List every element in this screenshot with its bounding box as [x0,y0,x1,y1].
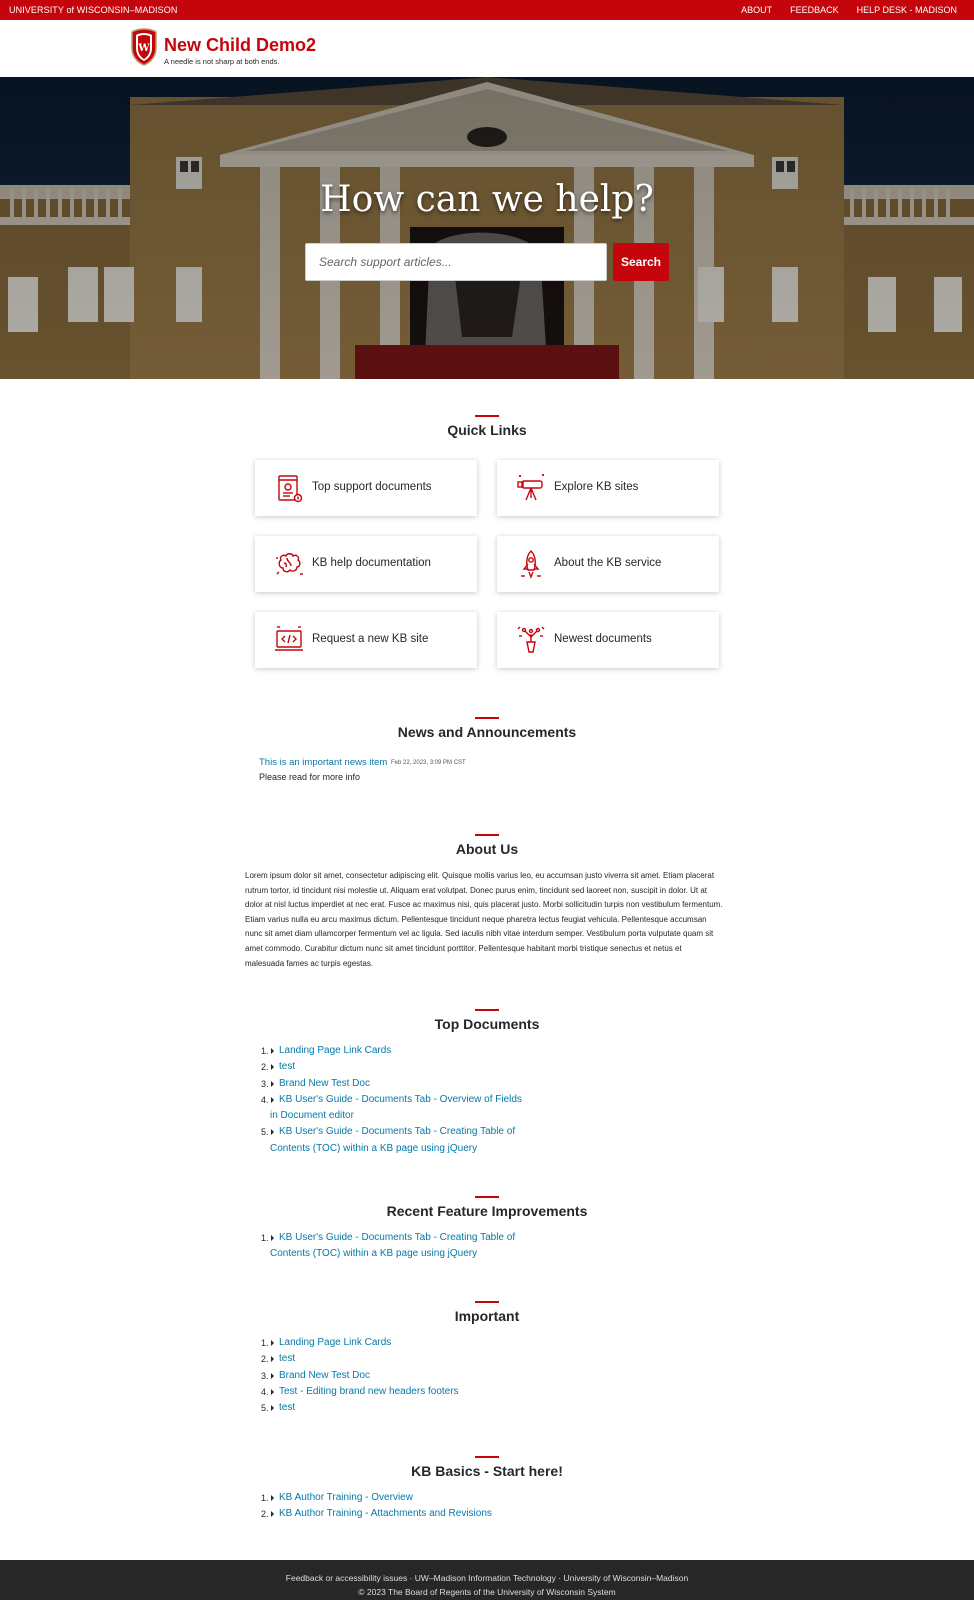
caret-right-icon [271,1373,274,1379]
section-accent-bar [475,415,499,417]
list-number: 5. [261,1403,269,1414]
list-number: 3. [261,1370,269,1381]
footer-separator: · [409,1573,413,1583]
uw-crest-logo[interactable] [130,28,158,66]
brain-icon [273,548,305,580]
document-link[interactable]: Brand New Test Doc [279,1369,370,1381]
list-number: 1. [261,1233,269,1243]
list-item [261,1400,531,1416]
quick-links-title: Quick Links [447,422,527,438]
list-item [261,1124,531,1157]
section-accent-bar [475,1456,499,1458]
list-item [261,1043,531,1059]
list-item [261,1368,531,1384]
list-number: 3. [261,1078,269,1089]
caret-right-icon [271,1495,274,1501]
quick-link-top-support-documents[interactable] [255,460,477,516]
footer-feedback-link[interactable]: Feedback or accessibility issues [285,1573,408,1583]
quick-link-kb-help-documentation[interactable] [255,536,477,592]
list-item [261,1335,531,1351]
list-number: 4. [261,1094,269,1105]
sparkle-icon [515,624,547,656]
nav-about[interactable]: ABOUT [741,5,773,15]
hero-banner [0,77,974,379]
list-item [261,1506,531,1522]
telescope-icon [515,472,547,504]
caret-right-icon [271,1064,274,1070]
list-item [261,1230,531,1263]
kb-basics-list [261,1490,531,1523]
footer-copyright: © 2023 The Board of Regents of the University of Wisconsin System [358,1587,616,1597]
news-item-text: Please read for more info [259,772,361,782]
quick-link-label: Newest documents [554,633,652,645]
top-nav [741,5,957,15]
news-item-link[interactable]: This is an important news item [259,757,388,768]
document-link[interactable]: KB Author Training - Attachments and Revisions [279,1508,492,1520]
search-input[interactable] [305,243,607,281]
list-number: 1. [261,1338,269,1348]
caret-right-icon [271,1129,274,1135]
about-text: Lorem ipsum dolor sit amet, consectetur adipiscing elit. Quisque mollis varius leo, eu accumsan justo viverra sit amet. Etiam placerat rutrum tortor, id tincidunt nisi molestie ut. Aliquam erat volutpat. Donec purus enim, tincidunt sed laoreet non, suscipit in dolor. Ut at dolor at nisl luctus imperdiet at nec erat. Fusce ac maximus nisi, quis placerat justo. Morbi sollicitudin turpis non vestibulum fermentum. Etiam varius nulla eu arcu maximus dictum. Pellentesque tincidunt neque pharetra lectus feugiat vehicula. Pellentesque accumsan nunc sit amet diam ullamcorper fermentum vel ac ligula. Sed iaculis nibh vitae interdum semper. Vestibulum porta vulputate quam sit amet commodo. Curabitur dictum nunc sit amet tincidunt porttitor. Pellentesque habitant morbi tristique senectus et netus et malesuada fames ac turpis egestas. [245,871,723,968]
caret-right-icon [271,1235,274,1241]
quick-link-about-kb-service[interactable] [497,536,719,592]
about-title: About Us [455,841,519,857]
section-accent-bar [475,1301,499,1303]
site-tagline: A needle is not sharp at both ends. [164,57,280,66]
quick-link-label: Top support documents [312,481,432,493]
hero-background-image [0,77,974,379]
section-accent-bar [475,1196,499,1198]
list-item [261,1490,531,1506]
document-link[interactable]: KB User's Guide - Documents Tab - Overview of Fields in Document editor [270,1093,522,1122]
quick-link-request-new-kb-site[interactable] [255,612,477,668]
document-link[interactable]: KB User's Guide - Documents Tab - Creating Table of Contents (TOC) within a KB page using jQuery [270,1232,516,1260]
section-accent-bar [475,717,499,719]
caret-right-icon [271,1097,274,1103]
document-icon [273,472,305,504]
important-title: Important [454,1308,520,1324]
document-link[interactable]: test [279,1353,296,1365]
list-number: 2. [261,1509,269,1520]
recent-improvements-list [261,1230,531,1263]
document-link[interactable]: KB User's Guide - Documents Tab - Creating Table of Contents (TOC) within a KB page using jQuery [270,1126,516,1154]
caret-right-icon [271,1389,274,1395]
list-item [261,1384,531,1400]
footer-university-link[interactable]: University of Wisconsin–Madison [563,1573,689,1583]
document-link[interactable]: test [279,1402,296,1414]
site-title[interactable]: New Child Demo2 [164,35,317,55]
top-documents-title: Top Documents [434,1016,540,1032]
rocket-icon [515,548,547,580]
list-number: 2. [261,1062,269,1073]
search-button[interactable]: Search [613,243,669,281]
document-link[interactable]: Landing Page Link Cards [279,1337,392,1348]
document-link[interactable]: KB Author Training - Overview [279,1492,413,1503]
footer-separator: · [558,1573,562,1583]
caret-right-icon [271,1356,274,1362]
quick-link-label: Explore KB sites [554,481,639,493]
list-number: 2. [261,1354,269,1365]
nav-feedback[interactable]: FEEDBACK [790,5,839,15]
list-item [261,1076,531,1092]
section-accent-bar [475,1009,499,1011]
nav-helpdesk[interactable]: HELP DESK - MADISON [856,5,957,15]
university-link[interactable]: UNIVERSITY of WISCONSIN–MADISON [9,5,178,15]
caret-right-icon [271,1405,274,1411]
caret-right-icon [271,1340,274,1346]
list-item [261,1059,531,1075]
recent-improvements-title: Recent Feature Improvements [386,1203,588,1219]
document-link[interactable]: Landing Page Link Cards [279,1045,392,1056]
caret-right-icon [271,1081,274,1087]
quick-link-label: KB help documentation [312,557,431,569]
section-accent-bar [475,834,499,836]
list-number: 5. [261,1127,269,1138]
list-number: 1. [261,1046,269,1056]
quick-link-explore-kb-sites[interactable] [497,460,719,516]
site-header [0,20,974,77]
top-bar [0,0,974,20]
top-documents-list [261,1043,531,1157]
important-list [261,1335,531,1416]
news-title: News and Announcements [397,724,577,740]
list-number: 1. [261,1493,269,1503]
footer-links [0,1573,974,1583]
footer-uw-it-link[interactable]: UW–Madison Information Technology [414,1573,556,1583]
quick-link-label: Request a new KB site [312,633,429,645]
site-footer [0,1560,974,1600]
hero-title: How can we help? [320,179,654,220]
document-link[interactable]: test [279,1061,296,1073]
list-item [261,1351,531,1367]
code-monitor-icon [273,624,305,656]
document-link[interactable]: Brand New Test Doc [279,1077,370,1089]
crest-letter: W [138,43,150,54]
caret-right-icon [271,1048,274,1054]
caret-right-icon [271,1511,274,1517]
list-item [261,1092,531,1125]
news-item-date: Feb 22, 2023, 3:09 PM CST [391,760,466,766]
quick-link-newest-documents[interactable] [497,612,719,668]
kb-basics-title: KB Basics - Start here! [411,1463,563,1479]
quick-link-label: About the KB service [554,557,662,569]
document-link[interactable]: Test - Editing brand new headers footers [279,1385,459,1397]
list-number: 4. [261,1386,269,1397]
